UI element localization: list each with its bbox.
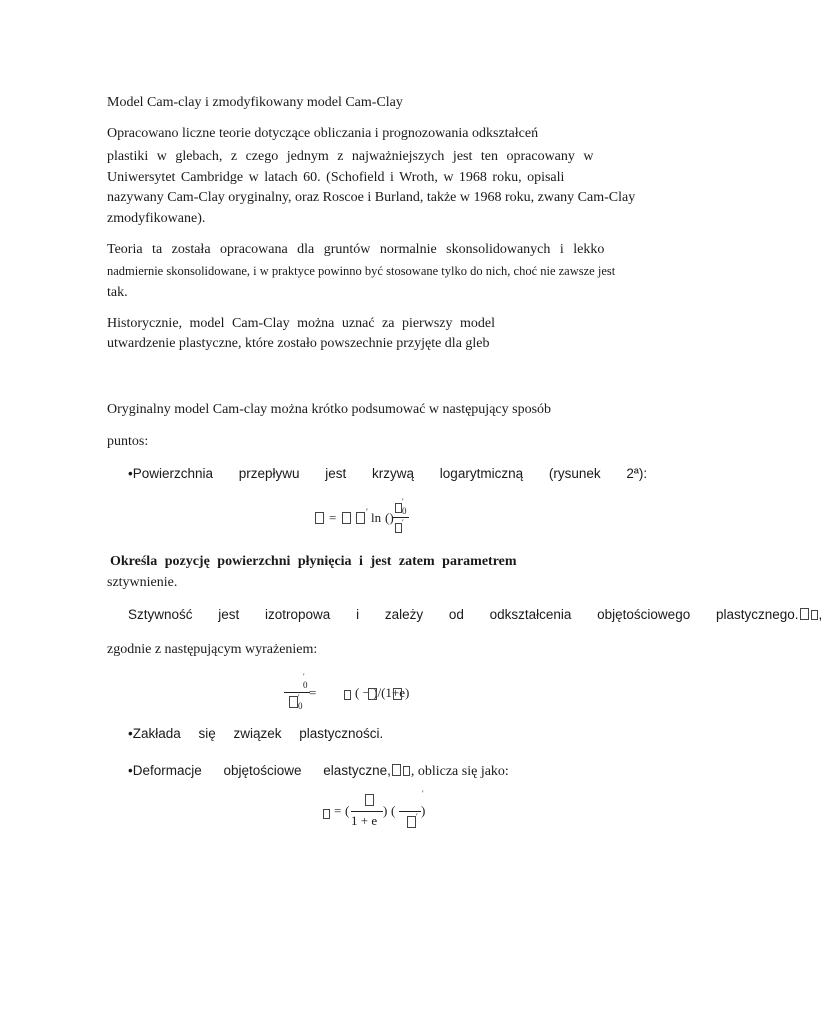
eq2-den-prime: ′ <box>298 693 300 702</box>
eq1-parens: () <box>385 510 394 525</box>
paragraph-1-line-2: plastiki w glebach, z czego jednym z najważniejszych jest ten opracowany w <box>107 149 594 164</box>
paragraph-1-line-3: Uniwersytet Cambridge w latach 60. (Schofield i Wroth, w 1968 roku, opisali <box>107 170 565 185</box>
paragraph-2-line-3: tak. <box>107 285 128 300</box>
bullet-item-2: •Zakłada się związek plastyczności. <box>128 726 384 741</box>
eq3-strain-box <box>322 806 331 822</box>
eq1-num-prime: ′ <box>402 497 404 506</box>
eq3-close1: ) <box>383 803 388 818</box>
bullet-item-3-text: •Deformacje objętościowe elastyczne, <box>128 763 391 778</box>
paragraph-5: puntos: <box>107 434 149 449</box>
eq3-open1: ( <box>345 803 350 818</box>
eq3-equals: = <box>334 803 342 818</box>
eq2-num-prime: ′ <box>303 672 305 681</box>
bullet-item-3-tail: , oblicza się jako: <box>410 764 509 779</box>
eq2-symbol-box <box>392 687 403 703</box>
eq2-den-sub: 0 <box>298 701 303 711</box>
eq1-symbol-box <box>341 511 352 527</box>
paragraph-7 <box>128 607 822 622</box>
eq2-num-sub: 0 <box>303 680 308 690</box>
paragraph-6-rest: sztywnienie. <box>107 575 178 590</box>
paragraph-4: Oryginalny model Cam-clay można krótko podsumować w następujący sposób <box>107 402 552 417</box>
paragraph-1-line-5: zmodyfikowane). <box>107 211 206 226</box>
eq2-symbol-box <box>367 687 378 703</box>
elastic-strain-box <box>403 766 410 776</box>
paragraph-2-line-2: nadmiernie skonsolidowane, i w praktyce powinno być stosowane tylko do nich, choć nie zawsze jest <box>107 264 616 278</box>
eq1-symbol-box <box>355 511 366 527</box>
eq1-symbol-box <box>314 511 325 527</box>
eq3-num-box <box>364 793 375 809</box>
paragraph-3-line-1: Historycznie, model Cam-Clay można uznać za pierwszy model <box>107 316 495 331</box>
paragraph-1-line-4: nazywany Cam-Clay oryginalny, oraz Roscoe i Burland, także w 1968 roku, zwany Cam-Clay <box>107 190 636 205</box>
eq1-num-sub: 0 <box>402 506 407 516</box>
eq3-close2: ) <box>421 803 426 818</box>
paragraph-8: zgodnie z następującym wyrażeniem: <box>107 642 318 657</box>
eq1-prime: ′ <box>366 507 368 517</box>
elastic-strain-box <box>392 764 401 776</box>
eq2-fraction-bar <box>284 692 310 693</box>
eq1-den-prime: ′ <box>402 518 404 527</box>
paragraph-2-line-1: Teoria ta została opracowana dla gruntów normalnie skonsolidowanych i lekko <box>107 242 605 257</box>
eq3-open2: ( <box>391 803 396 818</box>
paragraph-7-tail: , <box>818 607 822 622</box>
eq2-equals: = <box>309 685 317 700</box>
paragraph-1-line-1: Opracowano liczne teorie dotyczące obliczania i prognozowania odkształceń <box>107 126 539 141</box>
eq3-num2-prime: ′ <box>422 789 424 798</box>
page-title: Model Cam-clay i zmodyfikowany model Cam-Clay <box>107 95 403 110</box>
eq1-fraction-bar <box>393 517 409 518</box>
eq3-den2-prime: ′ <box>416 812 418 821</box>
eq1-ln: ln <box>371 510 382 525</box>
paragraph-7-text: Sztywność jest izotropowa i zależy od odkształcenia objętościowego plastycznego. <box>128 607 799 622</box>
eq1-equals: = <box>329 510 337 525</box>
bullet-item-3 <box>128 762 509 780</box>
eq3-fraction-bar-1 <box>351 811 383 812</box>
paragraph-6-bold: Określa pozycję powierzchni płynięcia i jest zatem parametrem <box>110 554 517 569</box>
eq2-rhs: ( − )/(1+e) <box>355 685 410 700</box>
paragraph-3-line-2: utwardzenie plastyczne, które zostało powszechnie przyjęte dla gleb <box>107 336 490 351</box>
eq2-strain-box <box>343 687 352 703</box>
strain-symbol-box <box>811 610 818 620</box>
eq3-den1: 1 + e <box>351 813 378 828</box>
bullet-item-1: •Powierzchnia przepływu jest krzywą logarytmiczną (rysunek 2ª): <box>128 466 648 481</box>
strain-symbol-box <box>800 608 809 620</box>
